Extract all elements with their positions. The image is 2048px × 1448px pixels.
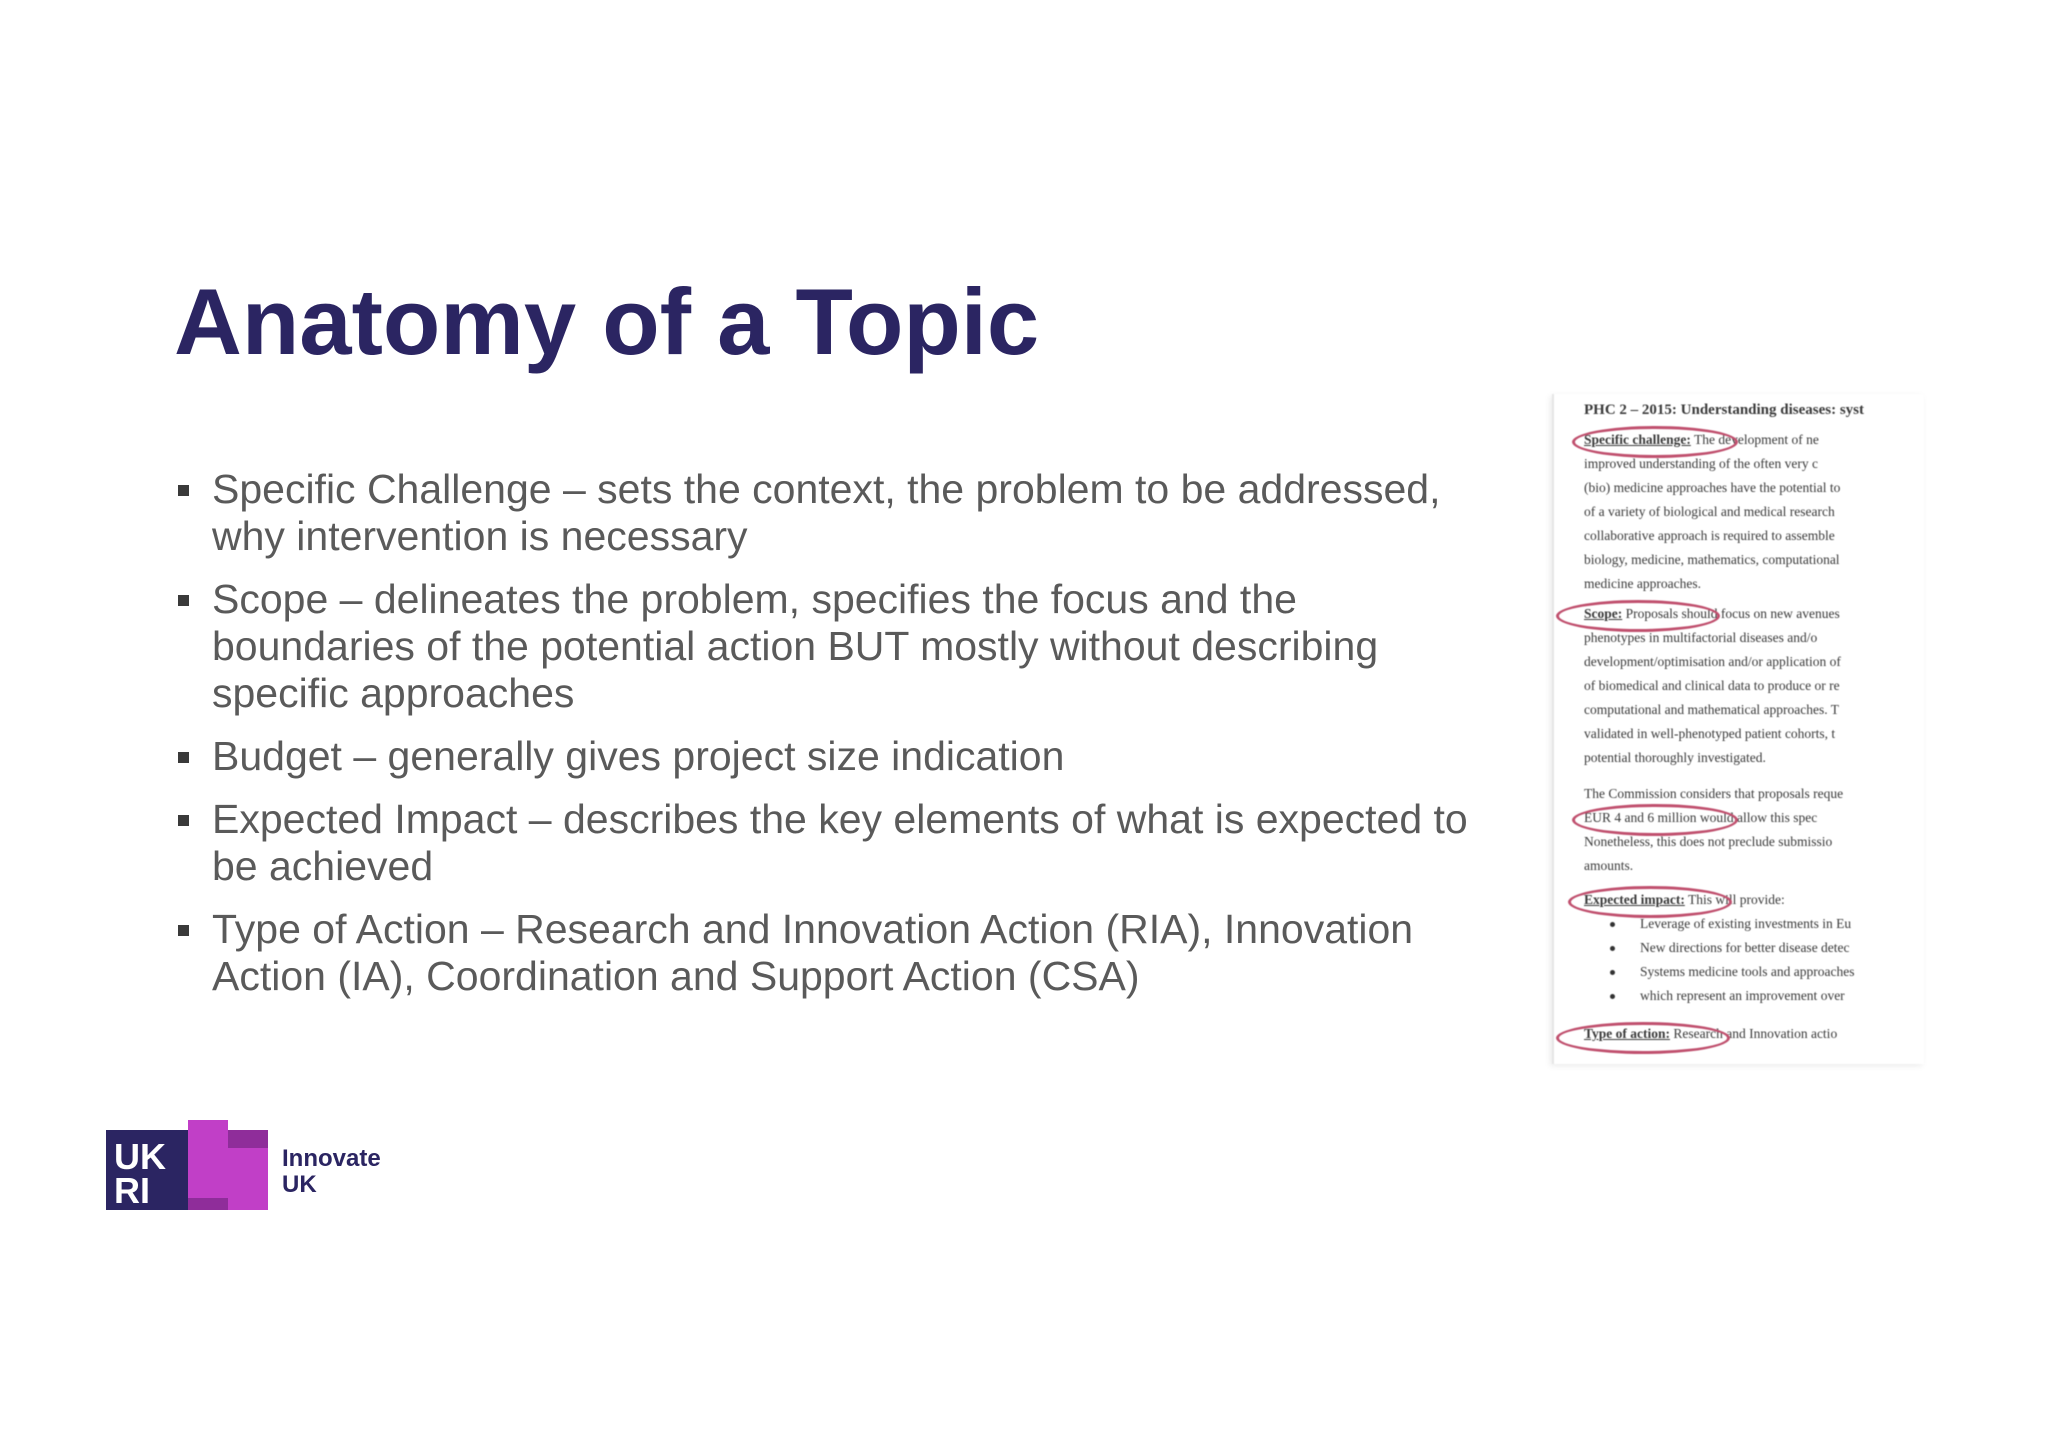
doc-text: validated in well-phenotyped patient cohorts, t (1584, 726, 1836, 741)
annotation-circle-expected-impact (1568, 886, 1732, 918)
ukri-mark-text-bottom: RI (114, 1170, 150, 1211)
square-bullet-icon (178, 485, 189, 496)
doc-text: EUR 4 and 6 million would allow this spec (1584, 810, 1818, 825)
doc-text: computational and mathematical approaches. T (1584, 702, 1840, 717)
doc-label: Expected impact: (1584, 892, 1685, 907)
doc-text: Proposals should focus on new avenues (1622, 606, 1840, 621)
logo-wordmark (282, 1146, 381, 1198)
doc-list-item: Leverage of existing investments in Eu (1606, 912, 1924, 936)
doc-label: Type of action: (1584, 1026, 1670, 1041)
bullet-specific-challenge (176, 466, 1516, 560)
doc-list-item: Systems medicine tools and approaches (1606, 960, 1924, 984)
bullet-line: boundaries of the potential action BUT mostly without describing (212, 623, 1379, 669)
doc-text: biology, medicine, mathematics, computational (1584, 552, 1840, 567)
bullet-line: Expected Impact – describes the key elements of what is expected to (212, 796, 1468, 842)
doc-impact-list (1606, 912, 1924, 1008)
bullet-list (176, 466, 1516, 1016)
slide-title: Anatomy of a Topic (174, 269, 1040, 374)
doc-text: phenotypes in multifactorial diseases and/o (1584, 630, 1818, 645)
doc-list-item: which represent an improvement over (1606, 984, 1924, 1008)
doc-text: improved understanding of the often very c (1584, 456, 1818, 471)
ukri-mark-icon (106, 1120, 276, 1214)
doc-text: Nonetheless, this does not preclude submissio (1584, 834, 1833, 849)
square-bullet-icon (178, 925, 189, 936)
doc-text: The development of ne (1690, 432, 1819, 447)
doc-text: This will provide: (1684, 892, 1785, 907)
bullet-line: Specific Challenge – sets the context, the problem to be addressed, (212, 466, 1441, 512)
doc-list-item: New directions for better disease detec (1606, 936, 1924, 960)
bullet-line: Type of Action – Research and Innovation Action (RIA), Innovation (212, 906, 1414, 952)
doc-text: of biomedical and clinical data to produce or re (1584, 678, 1840, 693)
document-thumbnail (1552, 394, 1924, 1064)
doc-text: (bio) medicine approaches have the potential to (1584, 480, 1841, 495)
doc-text: potential thoroughly investigated. (1584, 750, 1766, 765)
logo-line-1: Innovate (282, 1145, 381, 1172)
annotation-circle-specific-challenge (1572, 426, 1738, 458)
bullet-line: specific approaches (212, 670, 575, 716)
bullet-scope (176, 576, 1516, 717)
doc-heading: PHC 2 – 2015: Understanding diseases: syst (1584, 402, 1865, 418)
square-bullet-icon (178, 815, 189, 826)
doc-text: amounts. (1584, 858, 1634, 873)
annotation-circle-type-of-action (1556, 1022, 1730, 1054)
doc-text: collaborative approach is required to assemble (1584, 528, 1835, 543)
bullet-line: Budget – generally gives project size indication (212, 733, 1065, 779)
doc-label: Scope: (1584, 606, 1623, 621)
doc-text: Research and Innovation actio (1670, 1026, 1838, 1041)
square-bullet-icon (178, 595, 189, 606)
annotation-circle-budget (1572, 804, 1738, 836)
bullet-line: be achieved (212, 843, 434, 889)
annotation-circle-scope (1556, 600, 1720, 632)
doc-text: The Commission considers that proposals reque (1584, 786, 1844, 801)
bullet-line: Action (IA), Coordination and Support Action (CSA) (212, 953, 1140, 999)
ukri-mark-text-top: UK (114, 1136, 166, 1177)
logo-line-2: UK (282, 1171, 317, 1198)
square-bullet-icon (178, 752, 189, 763)
doc-text: development/optimisation and/or application of (1584, 654, 1841, 669)
bullet-type-of-action (176, 906, 1516, 1000)
bullet-line: why intervention is necessary (212, 513, 748, 559)
doc-text: of a variety of biological and medical research (1584, 504, 1835, 519)
bullet-budget (176, 733, 1516, 780)
innovate-uk-logo (106, 1120, 406, 1214)
doc-label: Specific challenge: (1584, 432, 1691, 447)
bullet-expected-impact (176, 796, 1516, 890)
bullet-line: Scope – delineates the problem, specifies the focus and the (212, 576, 1297, 622)
doc-text: medicine approaches. (1584, 576, 1701, 591)
